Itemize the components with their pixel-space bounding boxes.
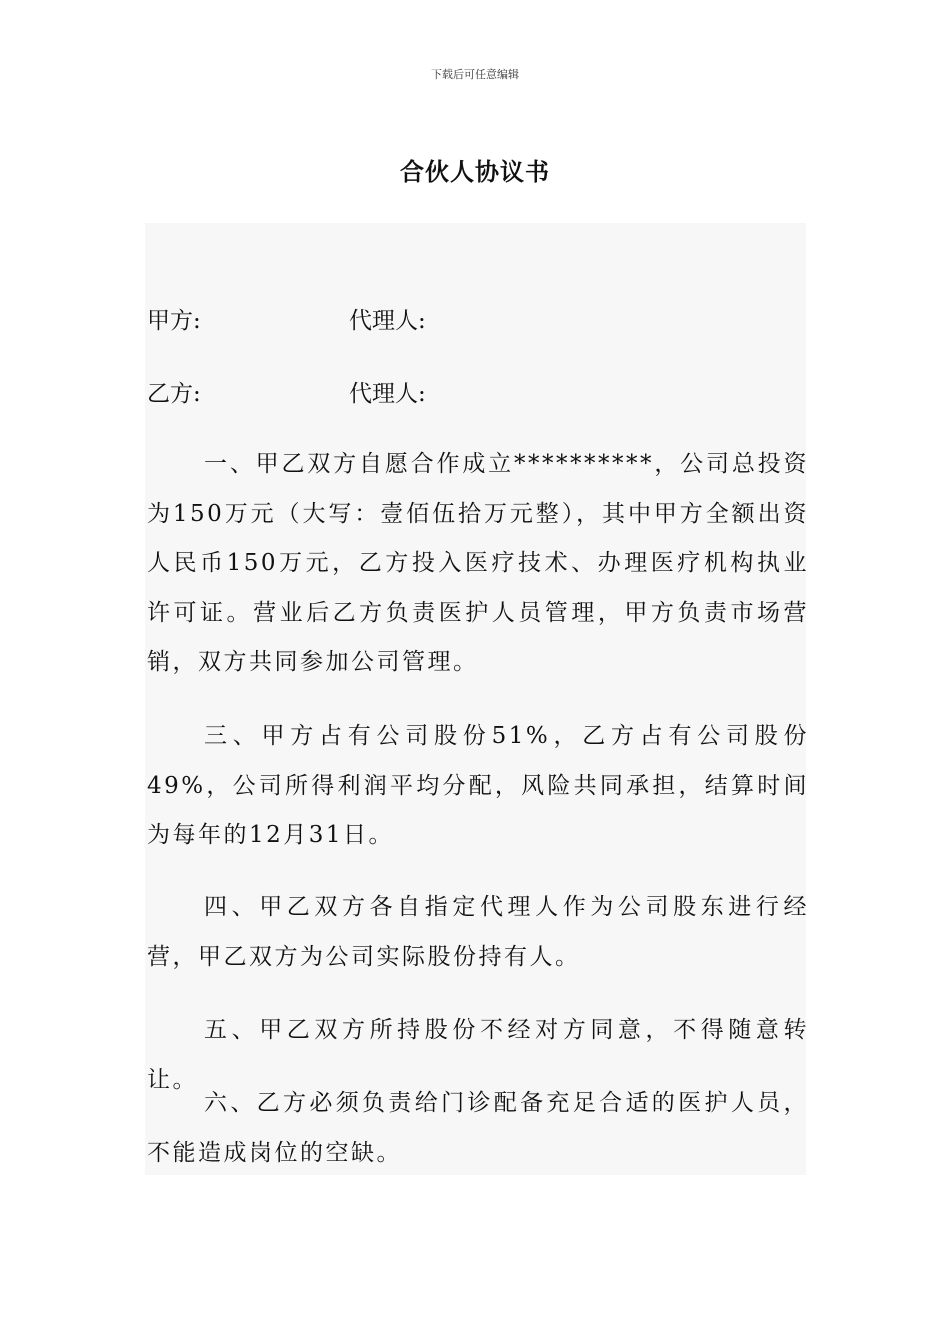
party-a-line [147, 301, 426, 341]
clause-4: 四、甲乙双方各自指定代理人作为公司股东进行经营，甲乙双方为公司实际股份持有人。 [147, 894, 809, 970]
party-a-agent-label: 代理人: [349, 308, 426, 334]
party-b-label: 乙方: [147, 381, 201, 407]
party-b-line [147, 374, 426, 414]
party-b-agent-label: 代理人: [349, 381, 426, 407]
party-a-label: 甲方: [147, 308, 201, 334]
clause-5: 五、甲乙双方所持股份不经对方同意，不得随意转让。 [147, 1017, 809, 1093]
clause-3: 三、甲方占有公司股份51%，乙方占有公司股份49%，公司所得利润平均分配，风险共同承担，结算时间为每年的12月31日。 [147, 723, 809, 848]
document-title: 合伙人协议书 [400, 158, 550, 186]
clause-6: 六、乙方必须负责给门诊配备充足合适的医护人员，不能造成岗位的空缺。 [147, 1090, 809, 1166]
clause-1: 一、甲乙双方自愿合作成立**********，公司总投资为150万元（大写：壹佰伍拾万元整），其中甲方全额出资人民币150万元，乙方投入医疗技术、办理医疗机构执业许可证。营业后乙方负责医护人员管理，甲方负责市场营销，双方共同参加公司管理。 [147, 451, 809, 675]
header-note: 下载后可任意编辑 [431, 68, 519, 81]
